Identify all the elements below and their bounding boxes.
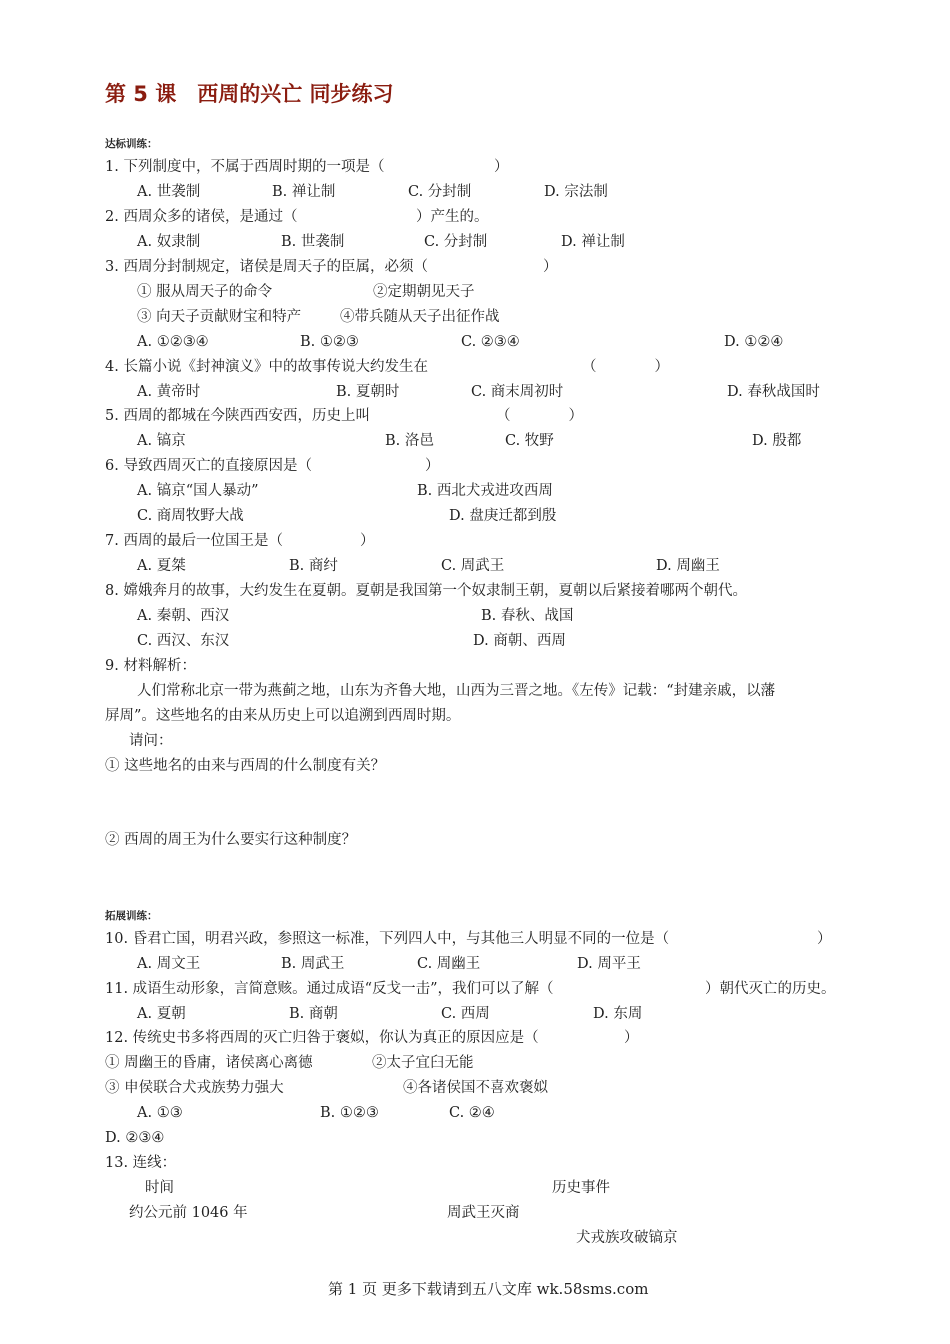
question-8-option-a: A. 秦朝、西汉 [137,608,230,624]
question-12-stem: 12. 传统史书多将西周的灭亡归咎于褒姒，你认为真正的原因应是（ [105,1030,539,1046]
question-3-option-a: A. ①②③④ [137,334,209,350]
question-9-material-line-2: 屏周”。这些地名的由来从历史上可以追溯到西周时期。 [105,708,461,724]
question-10-option-b: B. 周武王 [281,956,345,972]
question-2-option-d: D. 禅让制 [561,234,625,250]
question-12-option-b: B. ①②③ [320,1105,379,1121]
question-4-option-b: B. 夏朝时 [336,384,400,400]
question-8-option-c: C. 西汉、东汉 [137,633,230,649]
question-2-option-a: A. 奴隶制 [137,234,201,250]
question-12-item-1: ① 周幽王的昏庸，诸侯离心离德 [105,1055,313,1071]
matching-time-1: 约公元前 1046 年 [129,1205,248,1221]
question-3-stem: 3. 西周分封制规定，诸侯是周天子的臣属，必须（ [105,259,428,275]
question-5-option-b: B. 洛邑 [385,433,434,449]
question-1-option-d: D. 宗法制 [544,184,608,200]
question-5-stem: 5. 西周的都城在今陕西西安西，历史上叫 [105,408,370,424]
question-1-option-b: B. 禅让制 [272,184,336,200]
question-11-tail: ）朝代灭亡的历史。 [705,981,836,997]
question-3-option-d: D. ①②④ [724,334,784,350]
question-3-option-c: C. ②③④ [461,334,520,350]
question-7-paren: ） [360,533,375,549]
question-3-item-2: ②定期朝见天子 [373,284,475,300]
section-heading-extension: 拓展训练： [105,910,158,922]
question-7-option-b: B. 商纣 [289,558,338,574]
question-13-stem: 13. 连线： [105,1155,177,1171]
question-9-sub-2: ② 西周的周王为什么要实行这种制度？ [105,832,357,848]
question-6-stem: 6. 导致西周灭亡的直接原因是（ [105,458,312,474]
question-12-option-c: C. ②④ [449,1105,495,1121]
question-8-option-d: D. 商朝、西周 [473,633,566,649]
question-12-option-a: A. ①③ [137,1105,183,1121]
question-5-option-d: D. 殷都 [752,433,802,449]
question-5-option-c: C. 牧野 [505,433,554,449]
question-7-option-a: A. 夏桀 [137,558,186,574]
question-12-item-3: ③ 申侯联合犬戎族势力强大 [105,1080,284,1096]
question-10-option-a: A. 周文王 [137,956,201,972]
question-5-paren: （ ） [496,408,583,424]
question-3-item-1: ① 服从周天子的命令 [137,284,273,300]
question-11-stem: 11. 成语生动形象，言简意赅。通过成语“反戈一击”，我们可以了解（ [105,981,554,997]
question-6-option-d: D. 盘庚迁都到殷 [449,508,557,524]
question-7-stem: 7. 西周的最后一位国王是（ [105,533,283,549]
question-6-option-c: C. 商周牧野大战 [137,508,244,524]
question-4-paren: （ ） [582,359,669,375]
question-12-item-4: ④各诸侯国不喜欢褒姒 [403,1080,548,1096]
question-4-option-c: C. 商末周初时 [471,384,564,400]
section-heading-basic: 达标训练： [105,138,158,150]
matching-header-time: 时间 [145,1180,174,1196]
question-11-option-a: A. 夏朝 [137,1006,186,1022]
matching-event-1: 周武王灭商 [447,1205,520,1221]
page-title: 第 5 课 西周的兴亡 同步练习 [105,82,394,106]
question-2-stem: 2. 西周众多的诸侯，是通过（ [105,209,298,225]
question-12-option-d: D. ②③④ [105,1130,165,1146]
question-10-option-d: D. 周平王 [577,956,641,972]
question-7-option-c: C. 周武王 [441,558,505,574]
question-1-option-c: C. 分封制 [408,184,472,200]
question-9-material-line-1: 人们常称北京一带为燕蓟之地，山东为齐鲁大地，山西为三晋之地。《左传》记载：“封建亲戚，以藩 [137,683,776,699]
matching-event-2: 犬戎族攻破镐京 [576,1230,678,1246]
question-2-option-b: B. 世袭制 [281,234,345,250]
question-11-option-c: C. 西周 [441,1006,490,1022]
question-2-tail: ）产生的。 [416,209,489,225]
question-11-option-d: D. 东周 [593,1006,643,1022]
question-10-paren: ） [817,931,832,947]
question-7-option-d: D. 周幽王 [656,558,720,574]
question-4-option-a: A. 黄帝时 [137,384,201,400]
question-8-option-b: B. 春秋、战国 [481,608,574,624]
question-6-paren: ） [425,458,440,474]
question-3-item-3: ③ 向天子贡献财宝和特产 [137,309,302,325]
question-1-paren: ） [494,159,509,175]
question-10-option-c: C. 周幽王 [417,956,481,972]
question-4-stem: 4. 长篇小说《封神演义》中的故事传说大约发生在 [105,359,428,375]
question-1-stem: 1. 下列制度中，不属于西周时期的一项是（ [105,159,385,175]
question-11-option-b: B. 商朝 [289,1006,338,1022]
question-6-option-a: A. 镐京“国人暴动” [137,483,259,499]
question-10-stem: 10. 昏君亡国，明君兴政，参照这一标准，下列四人中，与其他三人明显不同的一位是（ [105,931,670,947]
question-3-paren: ） [543,259,558,275]
question-12-item-2: ②太子宜臼无能 [372,1055,474,1071]
question-6-option-b: B. 西北犬戎进攻西周 [417,483,553,499]
question-3-option-b: B. ①②③ [300,334,359,350]
question-9-stem: 9. 材料解析： [105,658,196,674]
question-12-paren: ） [624,1030,639,1046]
question-9-sub-1: ① 这些地名的由来与西周的什么制度有关？ [105,758,386,774]
matching-header-event: 历史事件 [552,1180,610,1196]
page-footer: 第 1 页 更多下载请到五八文库 wk.58sms.com [328,1280,649,1298]
question-3-item-4: ④带兵随从天子出征作战 [340,309,500,325]
question-8-stem: 8. 嫦娥奔月的故事，大约发生在夏朝。夏朝是我国第一个奴隶制王朝，夏朝以后紧接着哪两个朝代。 [105,583,747,599]
question-1-option-a: A. 世袭制 [137,184,201,200]
question-4-option-d: D. 春秋战国时 [727,384,820,400]
question-2-option-c: C. 分封制 [424,234,488,250]
question-9-ask: 请问： [129,733,173,749]
question-5-option-a: A. 镐京 [137,433,186,449]
